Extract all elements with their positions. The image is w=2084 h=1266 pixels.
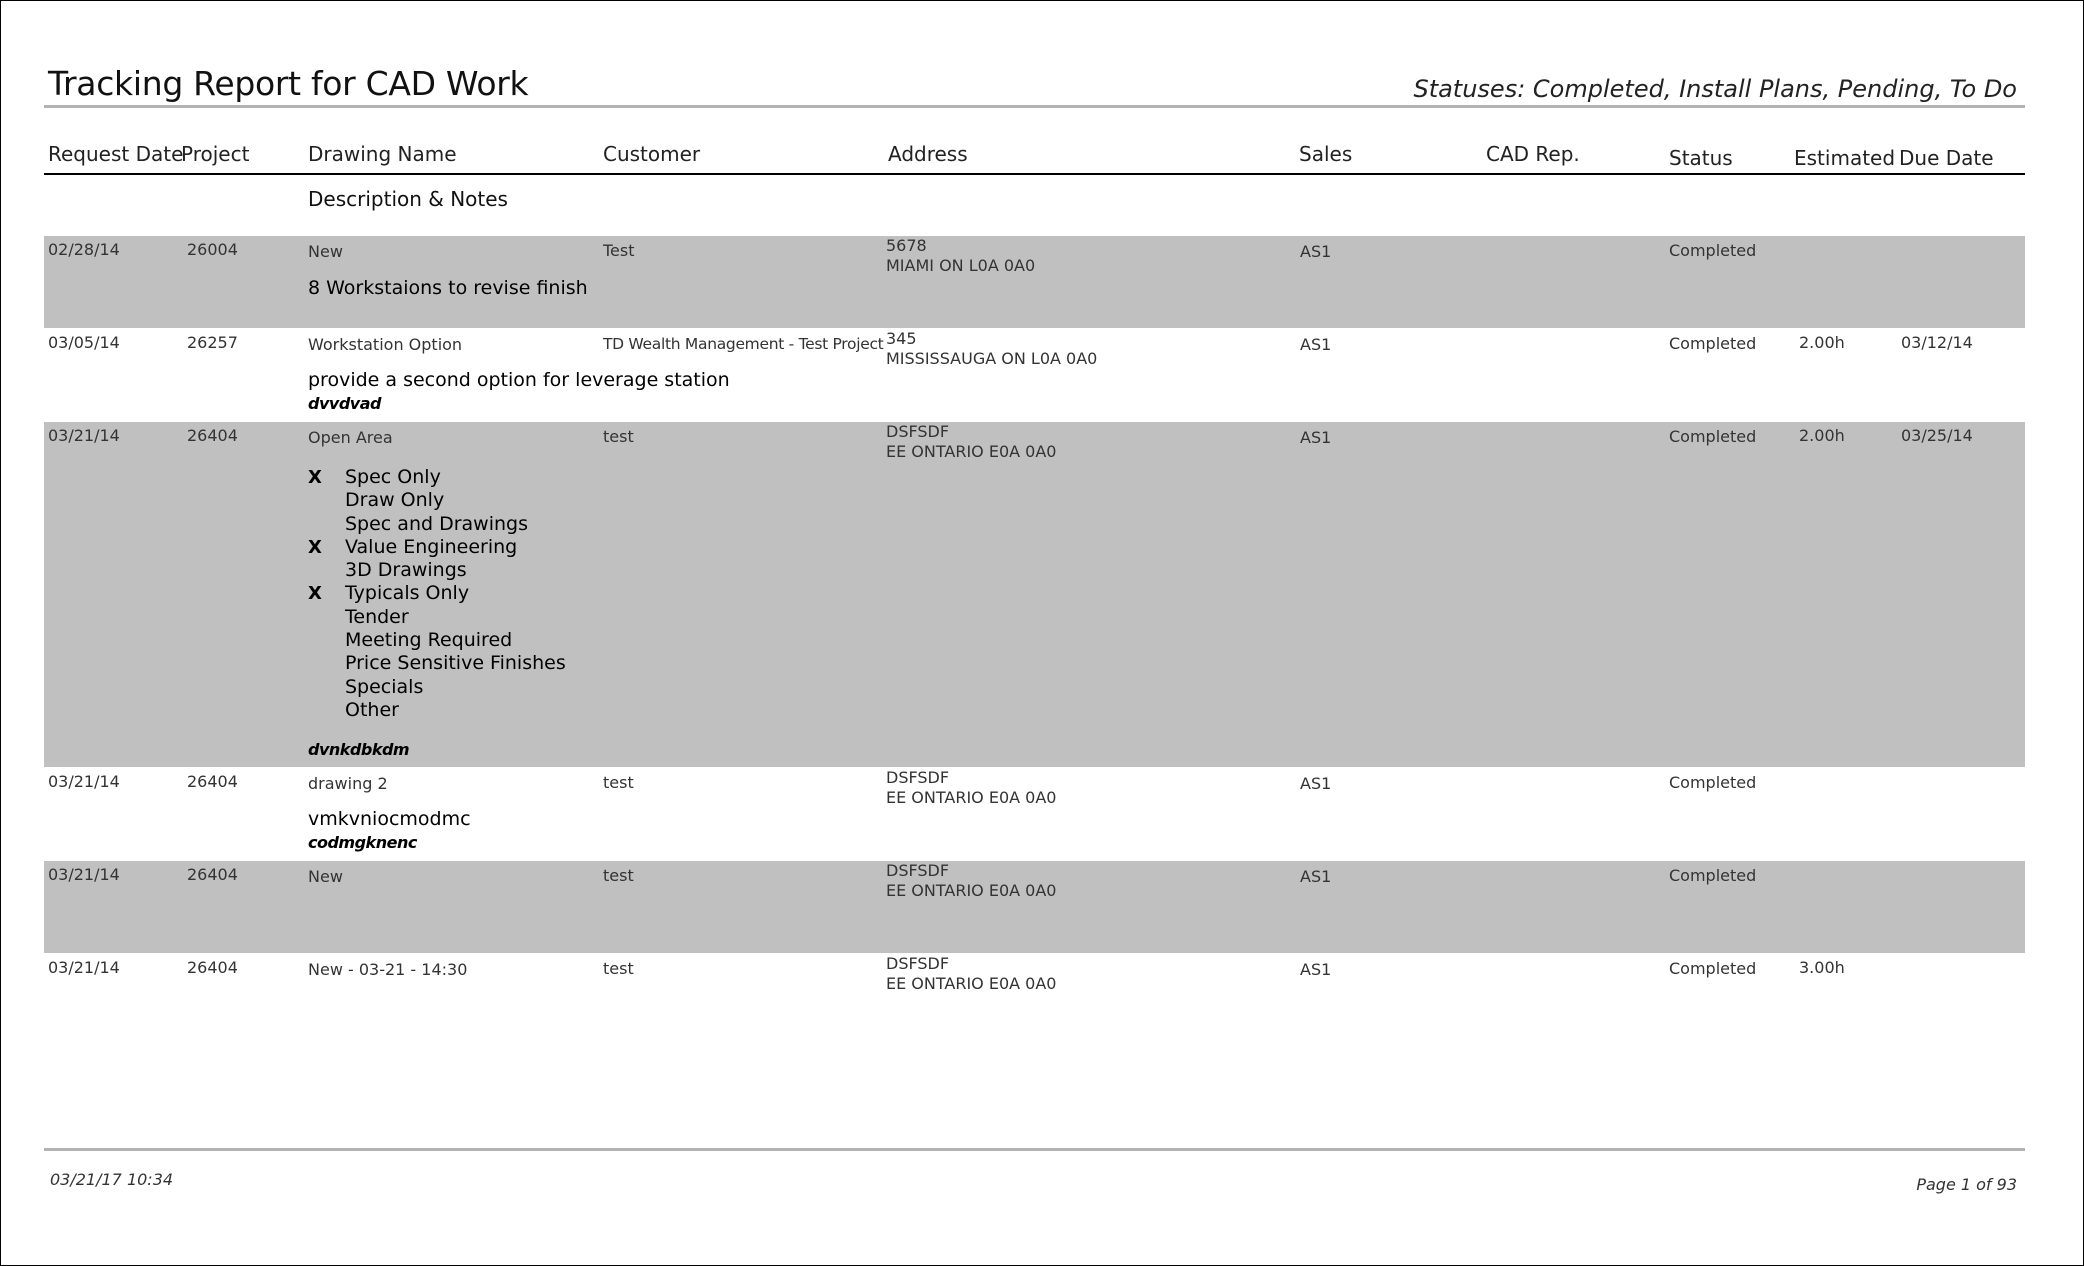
- address-line-1: 345: [886, 329, 917, 348]
- request-date: 03/21/14: [48, 426, 120, 445]
- project-number: 26404: [187, 865, 238, 884]
- project-number: 26404: [187, 958, 238, 977]
- drawing-name: drawing 2: [308, 774, 388, 793]
- header-request-date: Request Date: [48, 142, 184, 166]
- checklist-label: Price Sensitive Finishes: [345, 652, 566, 675]
- status: Completed: [1669, 241, 1757, 260]
- table-row: [44, 236, 2025, 328]
- due-date: 03/25/14: [1901, 426, 1973, 445]
- address-line-2: EE ONTARIO E0A 0A0: [886, 442, 1057, 461]
- drawing-name: New - 03-21 - 14:30: [308, 960, 468, 979]
- status: Completed: [1669, 334, 1757, 353]
- status: Completed: [1669, 866, 1757, 885]
- due-date: 03/12/14: [1901, 333, 1973, 352]
- project-number: 26257: [187, 333, 238, 352]
- address-line-2: EE ONTARIO E0A 0A0: [886, 788, 1057, 807]
- customer: test: [603, 773, 634, 792]
- customer: Test: [603, 241, 635, 260]
- description: provide a second option for leverage station: [308, 369, 730, 391]
- page-number: Page 1 of 93: [1916, 1175, 2017, 1194]
- sales-rep: AS1: [1300, 242, 1332, 261]
- print-timestamp: 03/21/17 10:34: [50, 1170, 174, 1189]
- request-date: 03/21/14: [48, 958, 120, 977]
- sales-rep: AS1: [1300, 867, 1332, 886]
- check-mark: X: [308, 583, 322, 605]
- address: [886, 422, 1056, 462]
- header-cad-rep: CAD Rep.: [1486, 142, 1580, 166]
- table-row: [44, 329, 2025, 421]
- sales-rep: AS1: [1300, 335, 1332, 354]
- note: codmgknenc: [308, 833, 417, 852]
- address: [886, 329, 1097, 369]
- address-line-1: 5678: [886, 236, 927, 255]
- checklist-label: Spec Only: [345, 466, 441, 488]
- drawing-name: New: [308, 867, 343, 886]
- footer-divider: [44, 1148, 2025, 1151]
- header-due-date: Due Date: [1899, 146, 1994, 170]
- description: vmkvniocmodmc: [308, 808, 471, 830]
- checklist-label: Specials: [345, 675, 424, 698]
- request-date: 02/28/14: [48, 240, 120, 259]
- status: Completed: [1669, 773, 1757, 792]
- address: [886, 861, 1056, 901]
- status: Completed: [1669, 959, 1757, 978]
- header-description-notes: Description & Notes: [308, 187, 508, 211]
- address-line-1: DSFSDF: [886, 768, 950, 787]
- customer: test: [603, 866, 634, 885]
- drawing-name: Open Area: [308, 428, 393, 447]
- address-line-2: EE ONTARIO E0A 0A0: [886, 881, 1057, 900]
- address-line-2: MISSISSAUGA ON L0A 0A0: [886, 349, 1098, 368]
- header-estimated: Estimated: [1794, 146, 1896, 170]
- header-customer: Customer: [603, 142, 701, 166]
- request-date: 03/05/14: [48, 333, 120, 352]
- header-project: Project: [181, 142, 250, 166]
- project-number: 26004: [187, 240, 238, 259]
- note: dvvdvad: [308, 394, 381, 413]
- report-title: Tracking Report for CAD Work: [48, 64, 529, 103]
- address-line-1: DSFSDF: [886, 954, 950, 973]
- check-mark: X: [308, 467, 322, 488]
- description: 8 Workstaions to revise finish: [308, 277, 588, 299]
- project-number: 26404: [187, 772, 238, 791]
- checklist-label: 3D Drawings: [345, 559, 467, 582]
- checklist-label: Other: [345, 698, 399, 721]
- checklist-label: Tender: [345, 605, 409, 628]
- drawing-name: Workstation Option: [308, 335, 463, 354]
- checklist-label: Draw Only: [345, 489, 445, 512]
- address: [886, 768, 1056, 808]
- status-filter-summary: Statuses: Completed, Install Plans, Pending, To Do: [1413, 75, 2017, 103]
- header-address: Address: [888, 142, 968, 166]
- estimated-hours: 2.00h: [1799, 333, 1845, 352]
- estimated-hours: 3.00h: [1799, 958, 1845, 977]
- header-divider: [44, 173, 2025, 175]
- header-sales: Sales: [1299, 142, 1353, 166]
- checklist-label: Value Engineering: [345, 535, 518, 558]
- table-row: [44, 861, 2025, 953]
- drawing-name: New: [308, 242, 343, 261]
- customer: test: [603, 427, 634, 446]
- address-line-2: MIAMI ON L0A 0A0: [886, 256, 1036, 275]
- customer: test: [603, 959, 634, 978]
- title-divider: [44, 105, 2025, 108]
- request-date: 03/21/14: [48, 772, 120, 791]
- table-row: [44, 768, 2025, 860]
- address: [886, 954, 1056, 994]
- note: dvnkdbkdm: [308, 740, 410, 759]
- address-line-1: DSFSDF: [886, 422, 950, 441]
- status: Completed: [1669, 427, 1757, 446]
- checklist-label: Spec and Drawings: [345, 512, 528, 535]
- table-row: [44, 422, 2025, 767]
- address: [886, 236, 1035, 276]
- header-status: Status: [1669, 146, 1733, 170]
- address-line-2: EE ONTARIO E0A 0A0: [886, 974, 1057, 993]
- checklist-label: Typicals Only: [345, 582, 470, 605]
- check-mark: X: [308, 536, 322, 558]
- estimated-hours: 2.00h: [1799, 426, 1845, 445]
- header-drawing-name: Drawing Name: [308, 142, 457, 166]
- sales-rep: AS1: [1300, 428, 1332, 447]
- customer: TD Wealth Management - Test Project: [603, 335, 884, 353]
- request-date: 03/21/14: [48, 865, 120, 884]
- table-row: [44, 954, 2025, 1046]
- sales-rep: AS1: [1300, 774, 1332, 793]
- address-line-1: DSFSDF: [886, 861, 950, 880]
- sales-rep: AS1: [1300, 960, 1332, 979]
- project-number: 26404: [187, 426, 238, 445]
- checklist-label: Meeting Required: [345, 629, 513, 652]
